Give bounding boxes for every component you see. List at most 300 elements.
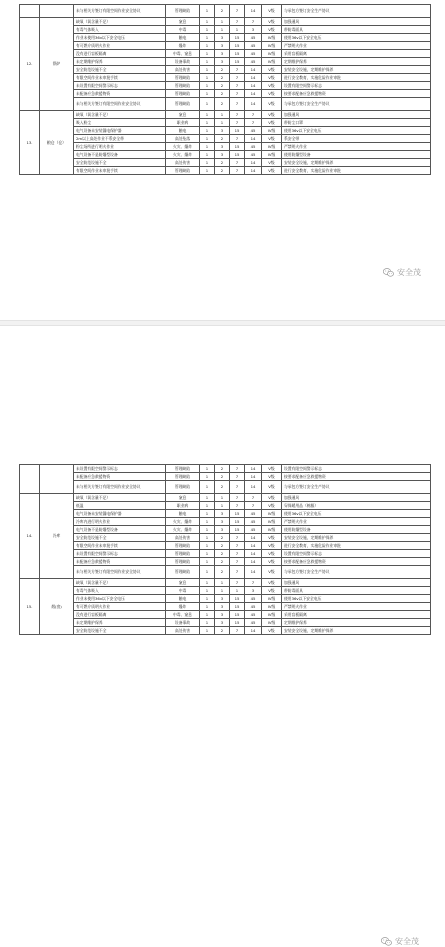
risk-level-cell: IV级 xyxy=(262,151,282,159)
hazard-cell: 安全防范设施不全 xyxy=(74,627,166,635)
risk-level-cell: IV级 xyxy=(262,34,282,42)
d-cell: 45 xyxy=(245,510,262,518)
d-cell: 14 xyxy=(245,135,262,143)
e-cell: 2 xyxy=(215,167,230,175)
table-row xyxy=(20,90,431,98)
watermark xyxy=(381,936,419,947)
hazard-cell: 有限空间作业未审批手续 xyxy=(74,542,166,550)
e-cell: 2 xyxy=(215,5,230,18)
e-cell: 1 xyxy=(215,119,230,127)
risk-level-cell: V级 xyxy=(262,167,282,175)
c-cell: 7 xyxy=(230,566,245,579)
consequence-cell: 管理缺陷 xyxy=(166,5,200,18)
consequence-cell: 中毒 xyxy=(166,26,200,34)
measure-cell: 安装安全设施，定期维护保养 xyxy=(282,534,431,542)
c-cell: 7 xyxy=(230,550,245,558)
l-cell: 1 xyxy=(200,135,215,143)
l-cell: 1 xyxy=(200,127,215,135)
l-cell: 1 xyxy=(200,119,215,127)
measure-cell: 加强通风 xyxy=(282,18,431,26)
l-cell: 1 xyxy=(200,167,215,175)
e-cell: 2 xyxy=(215,534,230,542)
table-row xyxy=(20,526,431,534)
consequence-cell: 火灾、爆炸 xyxy=(166,526,200,534)
table-row xyxy=(20,98,431,111)
l-cell: 1 xyxy=(200,143,215,151)
risk-table-page-2 xyxy=(19,464,431,635)
e-cell: 2 xyxy=(215,98,230,111)
consequence-cell: 高处伤害 xyxy=(166,159,200,167)
consequence-cell: 设备事故 xyxy=(166,58,200,66)
measure-cell: 使用36v以下安全电压 xyxy=(282,34,431,42)
e-cell: 1 xyxy=(215,26,230,34)
item-number-cell xyxy=(20,465,40,494)
d-cell: 7 xyxy=(245,494,262,502)
d-cell: 7 xyxy=(245,18,262,26)
measure-cell: 设置有限空间警示标志 xyxy=(282,465,431,473)
d-cell: 14 xyxy=(245,90,262,98)
consequence-cell: 爆炸 xyxy=(166,603,200,611)
c-cell: 7 xyxy=(230,5,245,18)
c-cell: 7 xyxy=(230,18,245,26)
d-cell: 14 xyxy=(245,159,262,167)
risk-level-cell: V级 xyxy=(262,579,282,587)
d-cell: 45 xyxy=(245,595,262,603)
c-cell: 15 xyxy=(230,526,245,534)
table-row xyxy=(20,494,431,502)
consequence-cell: 高处伤害 xyxy=(166,534,200,542)
c-cell: 15 xyxy=(230,143,245,151)
c-cell: 7 xyxy=(230,534,245,542)
risk-table-page-1 xyxy=(19,4,431,175)
measure-cell: 定期维护保养 xyxy=(282,58,431,66)
d-cell: 45 xyxy=(245,518,262,526)
consequence-cell: 管理缺陷 xyxy=(166,481,200,494)
l-cell: 1 xyxy=(200,619,215,627)
d-cell: 14 xyxy=(245,473,262,481)
measure-cell: 与承包方签订安全生产协议 xyxy=(282,98,431,111)
c-cell: 15 xyxy=(230,34,245,42)
risk-level-cell: V级 xyxy=(262,5,282,18)
risk-level-cell: V级 xyxy=(262,135,282,143)
hazard-cell: 未与相关方签订有限空间作业安全协议 xyxy=(74,481,166,494)
risk-level-cell: V级 xyxy=(262,558,282,566)
measure-cell: 加强通风 xyxy=(282,111,431,119)
e-cell: 2 xyxy=(215,82,230,90)
d-cell: 14 xyxy=(245,167,262,175)
measure-cell: 按要求配备应急救援物资 xyxy=(282,558,431,566)
consequence-cell: 中毒、窒息 xyxy=(166,611,200,619)
d-cell: 14 xyxy=(245,566,262,579)
consequence-cell: 管理缺陷 xyxy=(166,74,200,82)
l-cell: 1 xyxy=(200,534,215,542)
c-cell: 7 xyxy=(230,74,245,82)
hazard-cell: 吸入粉尘 xyxy=(74,119,166,127)
table-row xyxy=(20,587,431,595)
d-cell: 14 xyxy=(245,74,262,82)
hazard-cell: 安全防范设施不全 xyxy=(74,66,166,74)
consequence-cell: 窒息 xyxy=(166,18,200,26)
l-cell: 1 xyxy=(200,587,215,595)
d-cell: 14 xyxy=(245,66,262,74)
measure-cell: 严禁明火作业 xyxy=(282,518,431,526)
risk-level-cell: IV级 xyxy=(262,510,282,518)
risk-level-cell: V级 xyxy=(262,26,282,34)
table-row xyxy=(20,550,431,558)
e-cell: 3 xyxy=(215,151,230,159)
e-cell: 2 xyxy=(215,465,230,473)
table-row xyxy=(20,611,431,619)
l-cell: 1 xyxy=(200,18,215,26)
d-cell: 7 xyxy=(245,502,262,510)
hazard-cell: 有可燃介质明火作业 xyxy=(74,42,166,50)
item-number-cell xyxy=(20,5,40,18)
hazard-cell: 低温 xyxy=(74,502,166,510)
measure-cell: 使用防爆型设备 xyxy=(282,151,431,159)
document-page-1 xyxy=(0,0,445,320)
hazard-cell: 电气设备未安装漏电保护器 xyxy=(74,510,166,518)
d-cell: 45 xyxy=(245,603,262,611)
document-page-2 xyxy=(0,326,445,946)
c-cell: 7 xyxy=(230,135,245,143)
risk-level-cell: V级 xyxy=(262,82,282,90)
consequence-cell: 高处伤害 xyxy=(166,627,200,635)
hazard-cell: 未配备应急救援物资 xyxy=(74,558,166,566)
l-cell: 1 xyxy=(200,82,215,90)
d-cell: 45 xyxy=(245,34,262,42)
risk-level-cell: V级 xyxy=(262,587,282,595)
measure-cell: 采用盲板隔离 xyxy=(282,50,431,58)
c-cell: 7 xyxy=(230,82,245,90)
measure-cell: 与承包方签订安全生产协议 xyxy=(282,481,431,494)
d-cell: 45 xyxy=(245,42,262,50)
table-row xyxy=(20,542,431,550)
d-cell: 45 xyxy=(245,526,262,534)
measure-cell: 加强通风 xyxy=(282,494,431,502)
consequence-cell: 管理缺陷 xyxy=(166,465,200,473)
hazard-cell: 电气设备未安装漏电保护器 xyxy=(74,127,166,135)
l-cell: 1 xyxy=(200,595,215,603)
consequence-cell: 中毒 xyxy=(166,587,200,595)
e-cell: 2 xyxy=(215,558,230,566)
l-cell: 1 xyxy=(200,566,215,579)
table-row xyxy=(20,135,431,143)
item-number-cell: 12. xyxy=(20,18,40,111)
work-area-cell: 锅炉 xyxy=(40,18,74,111)
hazard-cell: 未设置有限空间警示标志 xyxy=(74,465,166,473)
c-cell: 15 xyxy=(230,151,245,159)
hazard-cell: 2m以上高处作业不系安全带 xyxy=(74,135,166,143)
hazard-cell: 缺氧（氧含量不足） xyxy=(74,579,166,587)
e-cell: 2 xyxy=(215,66,230,74)
consequence-cell: 职业病 xyxy=(166,119,200,127)
table-row xyxy=(20,595,431,603)
l-cell: 1 xyxy=(200,111,215,119)
c-cell: 15 xyxy=(230,58,245,66)
e-cell: 2 xyxy=(215,74,230,82)
d-cell: 14 xyxy=(245,558,262,566)
consequence-cell: 管理缺陷 xyxy=(166,558,200,566)
hazard-cell: 电气设备不是防爆型设备 xyxy=(74,151,166,159)
l-cell: 1 xyxy=(200,502,215,510)
work-area-cell xyxy=(40,5,74,18)
table-row xyxy=(20,167,431,175)
consequence-cell: 窒息 xyxy=(166,494,200,502)
e-cell: 1 xyxy=(215,579,230,587)
l-cell: 1 xyxy=(200,66,215,74)
measure-cell: 穿保暖用品（棉服） xyxy=(282,502,431,510)
hazard-cell: 未配备应急救援物资 xyxy=(74,473,166,481)
l-cell: 1 xyxy=(200,151,215,159)
l-cell: 1 xyxy=(200,518,215,526)
consequence-cell: 火灾、爆炸 xyxy=(166,151,200,159)
measure-cell: 带防尘口罩 xyxy=(282,119,431,127)
measure-cell: 严禁明火作业 xyxy=(282,143,431,151)
c-cell: 15 xyxy=(230,611,245,619)
table-row xyxy=(20,151,431,159)
table-row xyxy=(20,558,431,566)
hazard-cell: 未设置有限空间警示标志 xyxy=(74,550,166,558)
hazard-cell: 有限空间作业未审批手续 xyxy=(74,74,166,82)
consequence-cell: 窒息 xyxy=(166,579,200,587)
e-cell: 3 xyxy=(215,526,230,534)
hazard-cell: 作业未使用36v以下安全电压 xyxy=(74,595,166,603)
consequence-cell: 设备事故 xyxy=(166,619,200,627)
table-row xyxy=(20,566,431,579)
risk-level-cell: V级 xyxy=(262,542,282,550)
work-area-cell: 冷库 xyxy=(40,494,74,579)
risk-level-cell: V级 xyxy=(262,534,282,542)
consequence-cell: 触电 xyxy=(166,127,200,135)
table-row xyxy=(20,82,431,90)
l-cell: 1 xyxy=(200,473,215,481)
table-row xyxy=(20,74,431,82)
hazard-cell: 没有进行盲板隔离 xyxy=(74,611,166,619)
e-cell: 2 xyxy=(215,473,230,481)
risk-level-cell: V级 xyxy=(262,465,282,473)
l-cell: 1 xyxy=(200,494,215,502)
risk-level-cell: V级 xyxy=(262,502,282,510)
d-cell: 7 xyxy=(245,119,262,127)
measure-cell: 进行安全教育，实施危险作业审批 xyxy=(282,542,431,550)
measure-cell: 带防毒面具 xyxy=(282,587,431,595)
e-cell: 1 xyxy=(215,18,230,26)
hazard-cell: 缺氧（氧含量不足） xyxy=(74,111,166,119)
risk-level-cell: V级 xyxy=(262,111,282,119)
c-cell: 15 xyxy=(230,42,245,50)
measure-cell: 严禁明火作业 xyxy=(282,603,431,611)
consequence-cell: 窒息 xyxy=(166,111,200,119)
risk-level-cell: IV级 xyxy=(262,526,282,534)
d-cell: 45 xyxy=(245,619,262,627)
risk-level-cell: IV级 xyxy=(262,595,282,603)
c-cell: 15 xyxy=(230,619,245,627)
e-cell: 2 xyxy=(215,627,230,635)
hazard-cell: 未与相关方签订有限空间作业安全协议 xyxy=(74,5,166,18)
c-cell: 7 xyxy=(230,465,245,473)
d-cell: 14 xyxy=(245,98,262,111)
c-cell: 7 xyxy=(230,167,245,175)
measure-cell: 严禁明火作业 xyxy=(282,42,431,50)
consequence-cell: 管理缺陷 xyxy=(166,542,200,550)
measure-cell: 设置有限空间警示标志 xyxy=(282,550,431,558)
l-cell: 1 xyxy=(200,26,215,34)
hazard-cell: 未设置有限空间警示标志 xyxy=(74,82,166,90)
d-cell: 14 xyxy=(245,481,262,494)
measure-cell: 使用36v以下安全电压 xyxy=(282,595,431,603)
l-cell: 1 xyxy=(200,526,215,534)
c-cell: 7 xyxy=(230,159,245,167)
d-cell: 45 xyxy=(245,611,262,619)
table-row xyxy=(20,5,431,18)
wechat-logo-icon xyxy=(381,937,392,946)
risk-level-cell: IV级 xyxy=(262,50,282,58)
d-cell: 14 xyxy=(245,627,262,635)
l-cell: 1 xyxy=(200,579,215,587)
measure-cell: 安装安全设施，定期维护保养 xyxy=(282,627,431,635)
table-row xyxy=(20,619,431,627)
l-cell: 1 xyxy=(200,98,215,111)
c-cell: 7 xyxy=(230,494,245,502)
table-row xyxy=(20,143,431,151)
c-cell: 1 xyxy=(230,587,245,595)
risk-level-cell: IV级 xyxy=(262,127,282,135)
c-cell: 15 xyxy=(230,603,245,611)
risk-level-cell: V级 xyxy=(262,550,282,558)
e-cell: 2 xyxy=(215,159,230,167)
consequence-cell: 高处伤害 xyxy=(166,66,200,74)
risk-level-cell: V级 xyxy=(262,481,282,494)
risk-level-cell: IV级 xyxy=(262,58,282,66)
e-cell: 3 xyxy=(215,42,230,50)
e-cell: 1 xyxy=(215,494,230,502)
hazard-cell: 作业未使用36v以下安全电压 xyxy=(74,34,166,42)
l-cell: 1 xyxy=(200,558,215,566)
consequence-cell: 管理缺陷 xyxy=(166,550,200,558)
c-cell: 7 xyxy=(230,90,245,98)
hazard-cell: 没有进行盲板隔离 xyxy=(74,50,166,58)
risk-level-cell: IV级 xyxy=(262,143,282,151)
risk-level-cell: V级 xyxy=(262,494,282,502)
d-cell: 14 xyxy=(245,5,262,18)
consequence-cell: 触电 xyxy=(166,510,200,518)
e-cell: 2 xyxy=(215,566,230,579)
risk-level-cell: IV级 xyxy=(262,611,282,619)
table-row xyxy=(20,34,431,42)
l-cell: 1 xyxy=(200,74,215,82)
c-cell: 15 xyxy=(230,595,245,603)
e-cell: 2 xyxy=(215,135,230,143)
consequence-cell: 管理缺陷 xyxy=(166,90,200,98)
c-cell: 7 xyxy=(230,502,245,510)
consequence-cell: 中毒、窒息 xyxy=(166,50,200,58)
measure-cell: 使用36v以下安全电压 xyxy=(282,510,431,518)
risk-level-cell: V级 xyxy=(262,18,282,26)
risk-level-cell: V级 xyxy=(262,74,282,82)
risk-level-cell: V级 xyxy=(262,566,282,579)
table-row xyxy=(20,627,431,635)
hazard-cell: 粉尘场所进行明火作业 xyxy=(74,143,166,151)
wechat-logo-icon xyxy=(383,268,394,277)
l-cell: 1 xyxy=(200,603,215,611)
e-cell: 1 xyxy=(215,111,230,119)
table-row xyxy=(20,502,431,510)
table-row xyxy=(20,579,431,587)
d-cell: 3 xyxy=(245,26,262,34)
measure-cell: 加强通风 xyxy=(282,579,431,587)
table-row xyxy=(20,18,431,26)
c-cell: 7 xyxy=(230,66,245,74)
l-cell: 1 xyxy=(200,5,215,18)
measure-cell: 安装安全设施，定期维护保养 xyxy=(282,66,431,74)
hazard-cell: 冷库内进行明火作业 xyxy=(74,518,166,526)
measure-cell: 使用防爆型设备 xyxy=(282,526,431,534)
risk-level-cell: V级 xyxy=(262,473,282,481)
consequence-cell: 触电 xyxy=(166,595,200,603)
measure-cell: 系安全带 xyxy=(282,135,431,143)
table-row xyxy=(20,111,431,119)
d-cell: 7 xyxy=(245,111,262,119)
e-cell: 3 xyxy=(215,50,230,58)
table-row xyxy=(20,518,431,526)
l-cell: 1 xyxy=(200,481,215,494)
watermark-text: 安全茂 xyxy=(395,937,419,946)
l-cell: 1 xyxy=(200,42,215,50)
l-cell: 1 xyxy=(200,50,215,58)
measure-cell: 采用盲板隔离 xyxy=(282,611,431,619)
c-cell: 15 xyxy=(230,127,245,135)
risk-level-cell: V级 xyxy=(262,159,282,167)
c-cell: 15 xyxy=(230,518,245,526)
d-cell: 14 xyxy=(245,534,262,542)
work-area-cell xyxy=(40,465,74,494)
hazard-cell: 安全防范设施不全 xyxy=(74,159,166,167)
hazard-cell: 有可燃介质明火作业 xyxy=(74,603,166,611)
e-cell: 2 xyxy=(215,550,230,558)
risk-level-cell: IV级 xyxy=(262,619,282,627)
l-cell: 1 xyxy=(200,611,215,619)
watermark-text: 安全茂 xyxy=(397,268,421,277)
measure-cell: 与承包方签订安全生产协议 xyxy=(282,5,431,18)
measure-cell: 定期维护保养 xyxy=(282,619,431,627)
consequence-cell: 管理缺陷 xyxy=(166,98,200,111)
measure-cell: 设置有限空间警示标志 xyxy=(282,82,431,90)
e-cell: 3 xyxy=(215,619,230,627)
l-cell: 1 xyxy=(200,58,215,66)
d-cell: 14 xyxy=(245,542,262,550)
l-cell: 1 xyxy=(200,465,215,473)
table-row xyxy=(20,42,431,50)
item-number-cell: 15. xyxy=(20,579,40,635)
hazard-cell: 有毒气体吸入 xyxy=(74,587,166,595)
risk-level-cell: IV级 xyxy=(262,603,282,611)
measure-cell: 按要求配备应急救援物资 xyxy=(282,90,431,98)
table-row xyxy=(20,510,431,518)
l-cell: 1 xyxy=(200,627,215,635)
work-area-cell: 粮仓（仓） xyxy=(40,111,74,175)
table-row xyxy=(20,66,431,74)
l-cell: 1 xyxy=(200,159,215,167)
e-cell: 3 xyxy=(215,595,230,603)
work-area-cell: 烟(囱) xyxy=(40,579,74,635)
hazard-cell: 未配备应急救援物资 xyxy=(74,90,166,98)
risk-level-cell: V级 xyxy=(262,98,282,111)
hazard-cell: 未定期维护保养 xyxy=(74,619,166,627)
c-cell: 7 xyxy=(230,558,245,566)
consequence-cell: 管理缺陷 xyxy=(166,167,200,175)
table-row xyxy=(20,119,431,127)
risk-level-cell: V级 xyxy=(262,627,282,635)
